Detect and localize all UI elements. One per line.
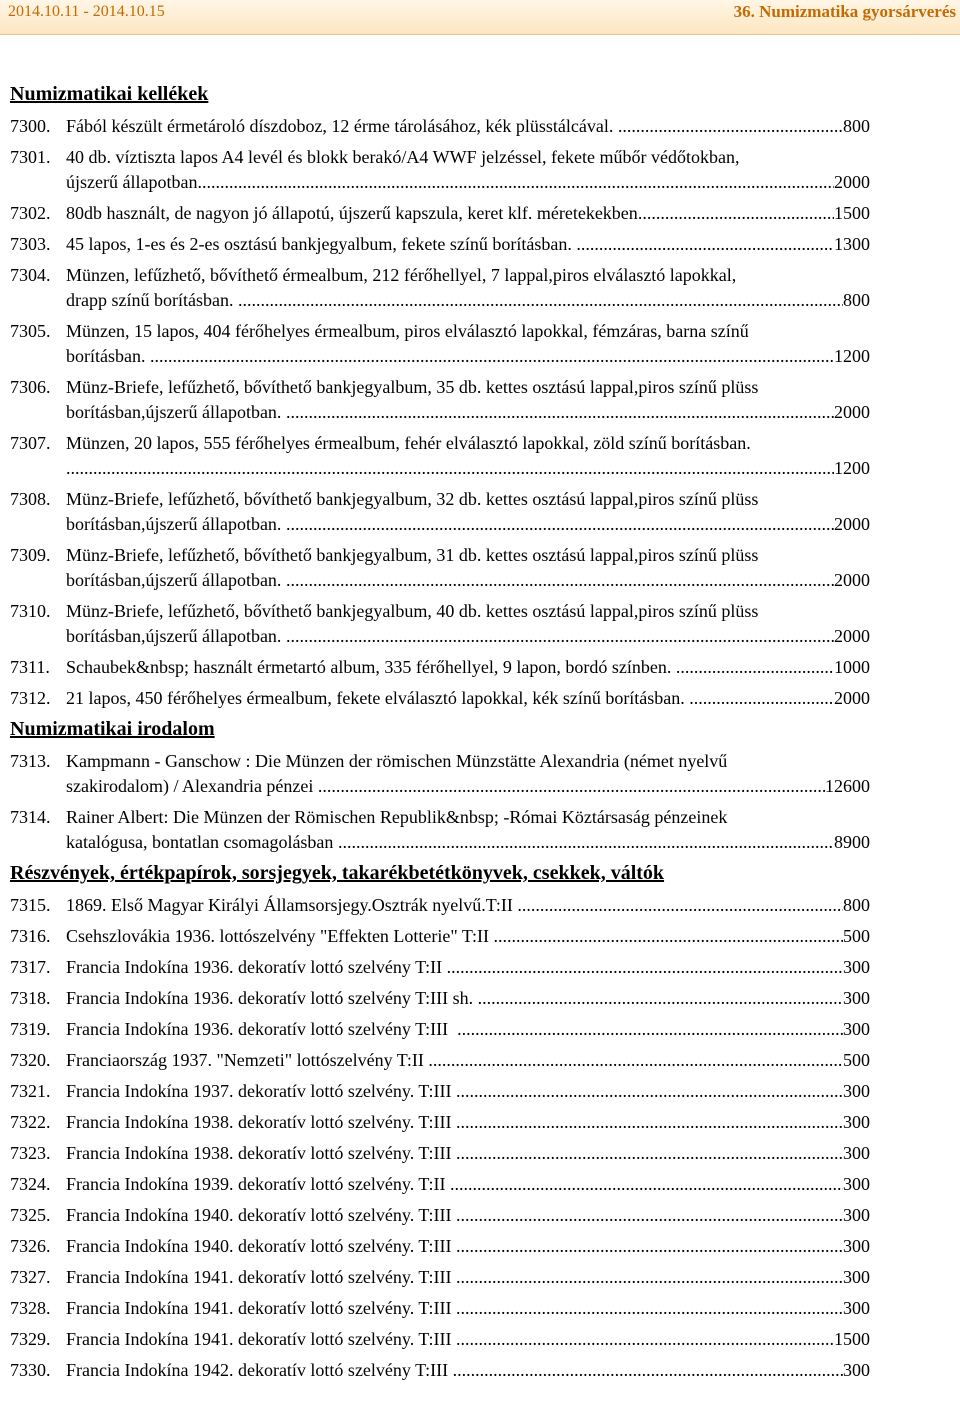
lot-price: 300 [843, 1174, 870, 1194]
lot-price: 2000 [834, 688, 870, 708]
catalog-content [10, 80, 950, 1383]
dot-leader [286, 512, 834, 537]
lot-description-line [66, 170, 870, 195]
lot-description-line [66, 1234, 870, 1259]
lot-number: 7310. [10, 601, 51, 621]
lot-price: 2000 [834, 514, 870, 534]
lot-text: Francia Indokína 1938. dekoratív lottó szelvény. T:III [66, 1143, 456, 1163]
lot-description-line [66, 686, 870, 711]
lot-description [66, 924, 870, 949]
lot-item [10, 1327, 950, 1352]
lot-item [10, 145, 950, 195]
lot-item [10, 986, 950, 1011]
lot-number: 7307. [10, 433, 51, 453]
lot-description-line [66, 512, 870, 537]
lot-number: 7330. [10, 1360, 51, 1380]
lot-text: Francia Indokína 1938. dekoratív lottó szelvény. T:III [66, 1112, 456, 1132]
lot-item [10, 655, 950, 680]
lot-number: 7321. [10, 1081, 51, 1101]
dot-leader [478, 986, 843, 1011]
lot-text: Francia Indokína 1942. dekoratív lottó szelvény T:III [66, 1360, 453, 1380]
lot-description-line [66, 655, 870, 680]
lot-number: 7319. [10, 1019, 51, 1039]
lot-item [10, 1048, 950, 1073]
lot-item [10, 232, 950, 257]
lot-description-line [66, 456, 870, 481]
lot-price: 800 [843, 116, 870, 136]
lot-description-line [66, 1265, 870, 1290]
lot-text: újszerű állapotban [66, 172, 198, 192]
lot-price: 1200 [834, 458, 870, 478]
lot-item [10, 263, 950, 313]
lot-price: 300 [843, 1143, 870, 1163]
lot-text: Francia Indokína 1936. dekoratív lottó szelvény T:III [66, 1019, 458, 1039]
lot-description [66, 599, 870, 649]
lot-text: Fából készült érmetároló díszdoboz, 12 érme tárolásához, kék plüsstálcával. [66, 116, 618, 136]
lot-description-line [66, 1048, 870, 1073]
lot-description-line [66, 1172, 870, 1197]
lot-text: Münzen, lefűzhető, bővíthető érmealbum, 212 férőhellyel, 7 lappal,piros elválasztó lapokkal, [66, 265, 737, 285]
lot-text: szakirodalom) / Alexandria pénzei [66, 776, 318, 796]
lot-item [10, 1358, 950, 1383]
lot-number: 7323. [10, 1143, 51, 1163]
lot-description [66, 145, 870, 195]
lot-number: 7316. [10, 926, 51, 946]
lot-description-line [66, 319, 870, 344]
lot-description [66, 1172, 870, 1197]
lot-number: 7303. [10, 234, 51, 254]
lot-description-line [66, 1327, 870, 1352]
dot-leader [456, 1079, 843, 1104]
lot-price: 300 [843, 1081, 870, 1101]
dot-leader [456, 1141, 843, 1166]
dot-leader [494, 924, 843, 949]
lot-text: drapp színű borításban. [66, 290, 238, 310]
lot-description-line [66, 114, 870, 139]
lot-text: Csehszlovákia 1936. lottószelvény "Effekten Lotterie" T:II [66, 926, 494, 946]
lot-description-line [66, 893, 870, 918]
lot-price: 500 [843, 926, 870, 946]
lot-price: 300 [843, 1360, 870, 1380]
dot-leader [238, 288, 843, 313]
lot-number: 7318. [10, 988, 51, 1008]
lot-description-line [66, 1079, 870, 1104]
lot-description-line [66, 400, 870, 425]
auction-title: 36. Numizmatika gyorsárverés [733, 2, 956, 21]
dot-leader [456, 1265, 843, 1290]
lot-text: Kampmann - Ganschow : Die Münzen der römischen Münzstätte Alexandria (német nyelvű [66, 751, 728, 771]
lot-number: 7313. [10, 751, 51, 771]
dot-leader [66, 456, 834, 481]
lot-text: katalógusa, bontatlan csomagolásban [66, 832, 338, 852]
lot-item [10, 749, 950, 799]
dot-leader [450, 1172, 843, 1197]
lot-description-line [66, 1017, 870, 1042]
lot-number: 7306. [10, 377, 51, 397]
lot-price: 2000 [834, 402, 870, 422]
lot-description-line [66, 375, 870, 400]
lot-item [10, 114, 950, 139]
lot-text: Francia Indokína 1941. dekoratív lottó szelvény. T:III [66, 1329, 456, 1349]
lot-item [10, 543, 950, 593]
dot-leader [576, 232, 834, 257]
auction-date-range: 2014.10.11 - 2014.10.15 [8, 3, 165, 20]
lot-description [66, 114, 870, 139]
lot-description-line [66, 1358, 870, 1383]
lot-text: Schaubek&nbsp; használt érmetartó album, 335 férőhellyel, 9 lapon, bordó színben. [66, 657, 676, 677]
lot-description-line [66, 805, 870, 830]
lot-description [66, 1296, 870, 1321]
lot-price: 12600 [825, 776, 870, 796]
dot-leader [286, 568, 834, 593]
lot-text: Münzen, 20 lapos, 555 férőhelyes érmealbum, fehér elválasztó lapokkal, zöld színű borításban. [66, 433, 751, 453]
lot-number: 7317. [10, 957, 51, 977]
lot-number: 7329. [10, 1329, 51, 1349]
section-title: Numizmatikai irodalom [10, 718, 215, 740]
lot-description [66, 1265, 870, 1290]
lot-description [66, 986, 870, 1011]
lot-text: borításban. [66, 346, 150, 366]
dot-leader [456, 1110, 843, 1135]
lot-number: 7314. [10, 807, 51, 827]
dot-leader [286, 624, 834, 649]
lot-item [10, 599, 950, 649]
lot-text: borításban,újszerű állapotban. [66, 514, 286, 534]
lot-item [10, 487, 950, 537]
lot-item [10, 686, 950, 711]
lot-description-line [66, 263, 870, 288]
lot-description [66, 655, 870, 680]
lot-item [10, 1296, 950, 1321]
lot-description-line [66, 924, 870, 949]
lot-item [10, 1203, 950, 1228]
dot-leader [676, 655, 834, 680]
lot-description [66, 232, 870, 257]
lot-item [10, 201, 950, 226]
lot-price: 1300 [834, 234, 870, 254]
lot-description [66, 1327, 870, 1352]
lot-description [66, 1203, 870, 1228]
lot-number: 7302. [10, 203, 51, 223]
page-header [0, 0, 960, 35]
section-title: Numizmatikai kellékek [10, 83, 209, 105]
lot-description [66, 1234, 870, 1259]
lot-number: 7311. [10, 657, 50, 677]
lot-text: Francia Indokína 1941. dekoratív lottó szelvény. T:III [66, 1298, 456, 1318]
lot-text: borításban,újszerű állapotban. [66, 626, 286, 646]
lot-text: Francia Indokína 1941. dekoratív lottó szelvény. T:III [66, 1267, 456, 1287]
lot-description-line [66, 749, 870, 774]
lot-price: 2000 [834, 626, 870, 646]
lot-description-line [66, 1141, 870, 1166]
lot-description-line [66, 986, 870, 1011]
lot-number: 7324. [10, 1174, 51, 1194]
lot-price: 300 [843, 1112, 870, 1132]
lot-description [66, 686, 870, 711]
lot-number: 7326. [10, 1236, 51, 1256]
lot-description-line [66, 288, 870, 313]
lot-item [10, 1141, 950, 1166]
dot-leader [456, 1203, 843, 1228]
dot-leader [318, 774, 825, 799]
lot-description-line [66, 1110, 870, 1135]
dot-leader [638, 201, 834, 226]
lot-number: 7328. [10, 1298, 51, 1318]
dot-leader [618, 114, 843, 139]
lot-description-line [66, 431, 870, 456]
lot-text: Francia Indokína 1939. dekoratív lottó szelvény. T:II [66, 1174, 451, 1194]
lot-item [10, 1079, 950, 1104]
lot-text: Francia Indokína 1936. dekoratív lottó szelvény T:III sh. [66, 988, 478, 1008]
lot-description [66, 1079, 870, 1104]
lot-text: Francia Indokína 1937. dekoratív lottó szelvény. T:III [66, 1081, 456, 1101]
lot-item [10, 805, 950, 855]
lot-price: 300 [843, 1019, 870, 1039]
lot-description-line [66, 344, 870, 369]
lot-description-line [66, 624, 870, 649]
lot-number: 7300. [10, 116, 51, 136]
lot-item [10, 1265, 950, 1290]
lot-text: borításban,újszerű állapotban. [66, 402, 286, 422]
lot-text: 21 lapos, 450 férőhelyes érmealbum, fekete elválasztó lapokkal, kék színű borításban. [66, 688, 690, 708]
lot-description-line [66, 955, 870, 980]
lot-number: 7304. [10, 265, 51, 285]
lot-number: 7325. [10, 1205, 51, 1225]
lot-number: 7305. [10, 321, 51, 341]
lot-description [66, 893, 870, 918]
dot-leader [428, 1048, 843, 1073]
lot-price: 8900 [834, 832, 870, 852]
dot-leader [338, 830, 834, 855]
lot-number: 7327. [10, 1267, 51, 1287]
lot-item [10, 1017, 950, 1042]
lot-text: Münzen, 15 lapos, 404 férőhelyes érmealbum, piros elválasztó lapokkal, fémzáras, barna színű [66, 321, 749, 341]
lot-item [10, 893, 950, 918]
lot-price: 1200 [834, 346, 870, 366]
lot-number: 7308. [10, 489, 51, 509]
lot-text: Münz-Briefe, lefűzhető, bővíthető bankjegyalbum, 35 db. kettes osztású lappal,piros színű plüss [66, 377, 759, 397]
lot-description-line [66, 145, 870, 170]
lot-item [10, 431, 950, 481]
dot-leader [456, 1296, 843, 1321]
lot-description-line [66, 1203, 870, 1228]
lot-item [10, 375, 950, 425]
lot-text: Münz-Briefe, lefűzhető, bővíthető bankjegyalbum, 40 db. kettes osztású lappal,piros színű plüss [66, 601, 759, 621]
lot-text: Francia Indokína 1940. dekoratív lottó szelvény. T:III [66, 1236, 456, 1256]
lot-price: 300 [843, 1236, 870, 1256]
lot-description [66, 543, 870, 593]
dot-leader [286, 400, 834, 425]
lot-description [66, 375, 870, 425]
dot-leader [457, 1017, 843, 1042]
dot-leader [456, 1327, 834, 1352]
lot-number: 7320. [10, 1050, 51, 1070]
lot-description [66, 487, 870, 537]
lot-price: 2000 [834, 172, 870, 192]
lot-description-line [66, 830, 870, 855]
lot-item [10, 1110, 950, 1135]
lot-price: 1500 [834, 203, 870, 223]
lot-description-line [66, 1296, 870, 1321]
lot-description [66, 1110, 870, 1135]
lot-price: 300 [843, 1298, 870, 1318]
lot-price: 800 [843, 290, 870, 310]
lot-item [10, 1234, 950, 1259]
lot-price: 1000 [834, 657, 870, 677]
lot-description [66, 431, 870, 481]
lot-price: 300 [843, 1205, 870, 1225]
lot-price: 1500 [834, 1329, 870, 1349]
dot-leader [689, 686, 834, 711]
lot-text: Francia Indokína 1940. dekoratív lottó szelvény. T:III [66, 1205, 456, 1225]
lot-description [66, 201, 870, 226]
lot-description [66, 805, 870, 855]
lot-text: Münz-Briefe, lefűzhető, bővíthető bankjegyalbum, 31 db. kettes osztású lappal,piros színű plüss [66, 545, 759, 565]
dot-leader [453, 1358, 843, 1383]
lot-number: 7309. [10, 545, 51, 565]
lot-item [10, 319, 950, 369]
lot-price: 800 [843, 895, 870, 915]
lot-price: 300 [843, 988, 870, 1008]
lot-description-line [66, 487, 870, 512]
lot-text: Rainer Albert: Die Münzen der Römischen Republik&nbsp; -Római Köztársaság pénzeinek [66, 807, 728, 827]
lot-number: 7322. [10, 1112, 51, 1132]
lot-text: borításban,újszerű állapotban. [66, 570, 286, 590]
lot-description-line [66, 568, 870, 593]
lot-text: 80db használt, de nagyon jó állapotú, újszerű kapszula, keret klf. méretekekben [66, 203, 638, 223]
dot-leader [197, 170, 834, 195]
lot-number: 7301. [10, 147, 51, 167]
lot-description [66, 319, 870, 369]
lot-description [66, 263, 870, 313]
lot-item [10, 1172, 950, 1197]
lot-description-line [66, 599, 870, 624]
lot-description [66, 749, 870, 799]
dot-leader [456, 1234, 843, 1259]
lot-price: 300 [843, 1267, 870, 1287]
lot-text: 40 db. víztiszta lapos A4 levél és blokk berakó/A4 WWF jelzéssel, fekete műbőr védőtokban, [66, 147, 740, 167]
lot-price: 500 [843, 1050, 870, 1070]
section-title: Részvények, értékpapírok, sorsjegyek, takarékbetétkönyvek, csekkek, váltók [10, 862, 665, 884]
lot-description [66, 1358, 870, 1383]
lot-text: Münz-Briefe, lefűzhető, bővíthető bankjegyalbum, 32 db. kettes osztású lappal,piros színű plüss [66, 489, 759, 509]
lot-price: 300 [843, 957, 870, 977]
lot-text: Francia Indokína 1936. dekoratív lottó szelvény T:II [66, 957, 447, 977]
lot-description-line [66, 543, 870, 568]
lot-description [66, 1017, 870, 1042]
lot-text: 1869. Első Magyar Királyi Államsorsjegy.Osztrák nyelvű.T:II [66, 895, 518, 915]
lot-description [66, 955, 870, 980]
lot-price: 2000 [834, 570, 870, 590]
lot-number: 7312. [10, 688, 51, 708]
lot-number: 7315. [10, 895, 51, 915]
lot-text: Franciaország 1937. "Nemzeti" lottószelvény T:II [66, 1050, 429, 1070]
lot-description [66, 1141, 870, 1166]
lot-item [10, 924, 950, 949]
lot-description-line [66, 774, 870, 799]
lot-description [66, 1048, 870, 1073]
lot-description-line [66, 232, 870, 257]
lot-item [10, 955, 950, 980]
dot-leader [517, 893, 843, 918]
lot-text: 45 lapos, 1-es és 2-es osztású bankjegyalbum, fekete színű borításban. [66, 234, 577, 254]
dot-leader [150, 344, 834, 369]
lot-description-line [66, 201, 870, 226]
dot-leader [447, 955, 843, 980]
